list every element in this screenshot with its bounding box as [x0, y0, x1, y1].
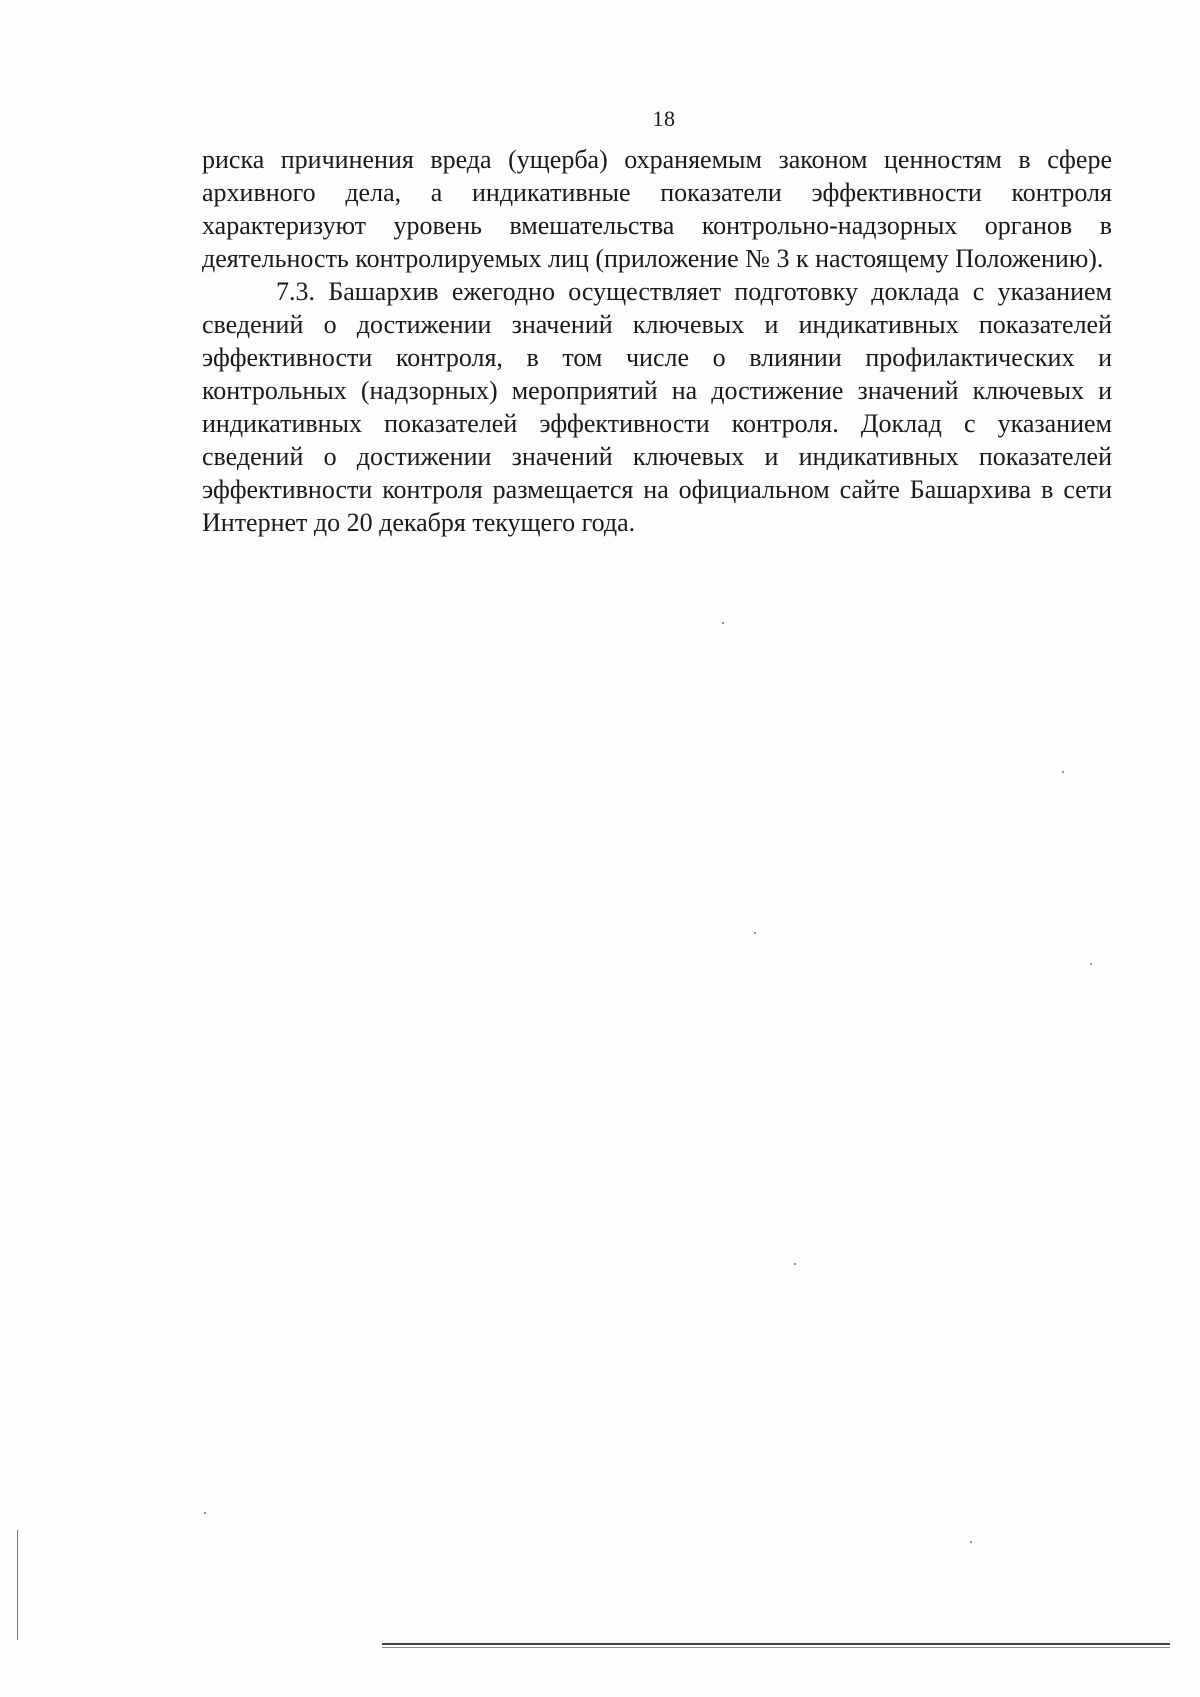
scan-speck: [1090, 963, 1092, 965]
scan-speck: [794, 1263, 796, 1265]
scan-edge-mark: [17, 1530, 18, 1640]
scan-bottom-line: [382, 1643, 1170, 1645]
scan-speck: [970, 1541, 972, 1543]
scan-speck: [754, 932, 756, 934]
paragraph-continuation: риска причинения вреда (ущерба) охраняемым законом ценностям в сфере архивного дела, а индикативные показатели эффективности контроля характеризуют уровень вмешательства контрольно-надзорных органов в деятельность контролируемых лиц (приложение № 3 к настоящему Положению).: [202, 145, 1112, 273]
scan-speck: [1062, 771, 1064, 773]
document-body: [202, 143, 1112, 539]
page-number: 18: [652, 106, 676, 131]
scan-speck: [204, 1512, 206, 1514]
paragraph-7-3: 7.3. Башархив ежегодно осуществляет подготовку доклада с указанием сведений о достижении значений ключевых и индикативных показателей эффективности контроля, в том числе о влиянии профилактических и контрольных (надзорных) мероприятий на достижение значений ключевых и индикативных показателей эффективности контроля. Доклад с указанием сведений о достижении значений ключевых и индикативных показателей эффективности контроля размещается на официальном сайте Башархива в сети Интернет до 20 декабря текущего года.: [202, 277, 1112, 537]
scan-speck: [722, 622, 724, 624]
scan-bottom-line-shadow: [382, 1647, 1170, 1648]
